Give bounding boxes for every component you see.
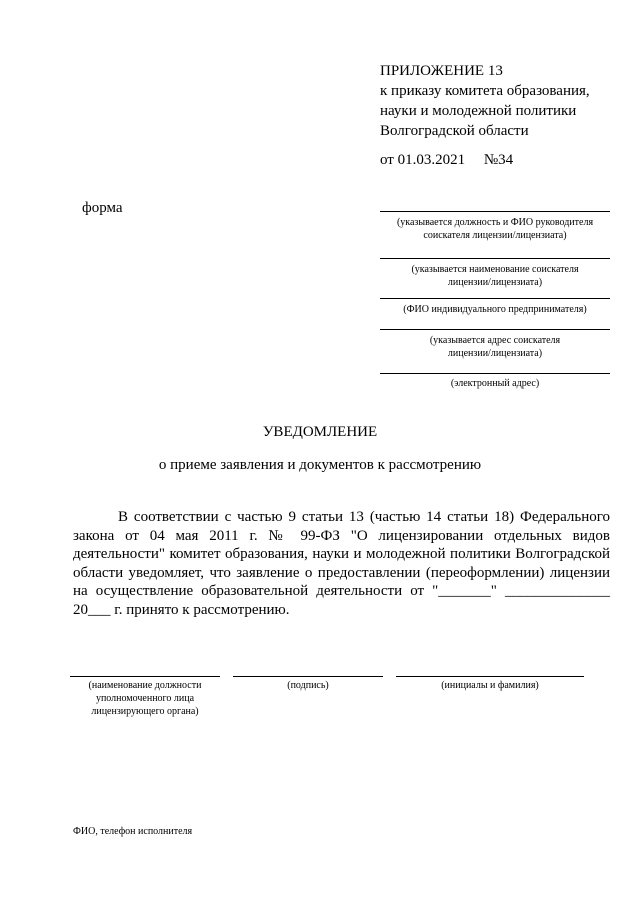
executor-label: ФИО, телефон исполнителя bbox=[73, 826, 193, 837]
position-line bbox=[70, 676, 220, 677]
order-line-2: науки и молодежной политики bbox=[380, 103, 577, 119]
appendix-number: ПРИЛОЖЕНИЕ 13 bbox=[380, 63, 503, 79]
order-line-3: Волгоградской области bbox=[380, 123, 529, 139]
notice-body-text: В соответствии с частью 9 статьи 13 (частью 14 статьи 18) Федерального закона от 04 мая 2011 г. № 99-ФЗ "О лицензировании отдельных видов деятельности" комитет образования, науки и молодежной политики Волгоградской области уведомляет, что заявление о предоставлении (переоформлении) лицензии на осуществление образовательной деятельности от "_______" ______________ 20___ г. принято к рассмотрению. bbox=[73, 509, 610, 618]
notice-title: УВЕДОМЛЕНИЕ bbox=[262, 424, 378, 440]
recipient-line-1 bbox=[380, 211, 610, 212]
recipient-caption-3: (ФИО индивидуального предпринимателя) bbox=[403, 304, 587, 315]
recipient-caption-5: (электронный адрес) bbox=[450, 378, 540, 389]
recipient-line-4 bbox=[380, 329, 610, 330]
signature-line bbox=[233, 676, 383, 677]
notice-body bbox=[73, 508, 610, 619]
order-line-1: к приказу комитета образования, bbox=[380, 83, 590, 99]
recipient-caption-4: (указывается адрес соискателя лицензии/лицензиата) bbox=[429, 335, 561, 359]
initials-caption: (инициалы и фамилия) bbox=[441, 680, 539, 691]
position-caption: (наименование должности уполномоченного лица лицензирующего органа) bbox=[88, 680, 202, 717]
form-label: форма bbox=[82, 200, 123, 216]
initials-line bbox=[396, 676, 584, 677]
signature-caption: (подпись) bbox=[287, 680, 329, 691]
recipient-caption-2: (указывается наименование соискателя лицензии/лицензиата) bbox=[411, 264, 579, 288]
recipient-line-3 bbox=[380, 298, 610, 299]
recipient-line-5 bbox=[380, 373, 610, 374]
order-date-number: от 01.03.2021 №34 bbox=[380, 152, 514, 168]
recipient-line-2 bbox=[380, 258, 610, 259]
recipient-caption-1: (указывается должность и ФИО руководителя соискателя лицензии/лицензиата) bbox=[396, 217, 594, 241]
notice-subtitle: о приеме заявления и документов к рассмотрению bbox=[158, 457, 482, 473]
